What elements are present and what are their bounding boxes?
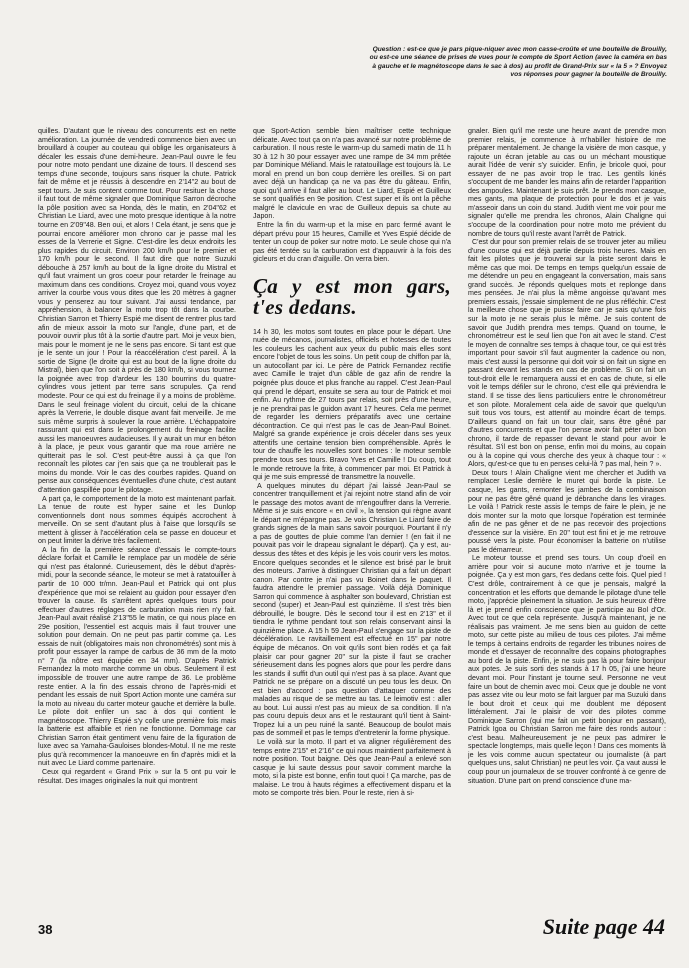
photo-question-caption: Question : est-ce que je pars pique-niquer avec mon casse-croûte et une bouteille de Brouilly, ou est-ce une séance de prises de vues pour le compte de Sport Action (avec la caméra en bas à gauche et le magnétoscope dans le sac à dos) au profit de Grand-Prix sur « la 5 » ? Envoyez vos réponses pour gagner la bouteille de Brouilly. <box>369 46 667 78</box>
continued-on-label: Suite page 44 <box>542 914 665 939</box>
paragraph: Deux tours ! Alain Chaligne vient me chercher et Judith va remplacer Leslie derrière le muret qui borde la piste. Le casque, les gants, remonter les jambes de la combinaison pour ne pas être gêné quand je débranche dans les virages. Le voilà ! Patrick reste assis le temps de faire le plein, je ne dois monter sur la moto que lorsque l'opération est terminée afin de ne pas gêner et de ne pas recevoir des projections d'essence sur la visière. En 20" tout est fini et je me retrouve poussé vers la piste. Pour économiser la batterie on n'utilise pas le démarreur. <box>468 468 666 554</box>
paragraph: 14 h 30, les motos sont toutes en place pour le départ. Une nuée de mécanos, journalistes, officiels et hotesses de toutes les couleurs les cachent aux yeux du public mais elles sont encore l'objet de tous les soins. Un petit coup de chiffon par là, un autocollant par ici. Le père de Patrick Fernandez rectifie avec Camille le trajet d'un câble de gaz afin de rendre la poignée plus douce et plus franche au rappel. C'est Jean-Paul qui prend le départ, ensuite se sera au tour de Patrick et moi enfin. Au rythme de 27 tours par relais, soit près d'une heure, je ne prendrai pas le guidon avant 17 heures. Cela me permet de regarder les derniers préparatifs avec une certaine décontraction. Ce qui n'est pas le cas de Jean-Paul Boinet. Malgré sa grande expérience je crois déceler dans ses yeux attentifs une certaine tension bien compréhensible. Après le tour de chauffe les nouvelles sont bonnes : le moteur semble prendre tous ses tours. Bravo Yves et Camille ! Du coup, tout le monde retrouve la frite, à commencer par moi. Et Patrick à qui je me suis empressé de transmettre la nouvelle. <box>253 327 451 482</box>
paragraph: Le moteur tousse et prend ses tours. Un coup d'oeil en arrière pour voir si aucune moto n'arrive et je tourne la poignée. Ça y est mon gars, t'es dedans cette fois. Quel pied ! C'est drôle, contrairement à ce que je pensais, malgré la concentration et les efforts que demande le pilotage d'une telle moto, j'apprécie pleinement la situation. Je suis heureux d'être là et je prend enfin conscience que je participe au Bol d'Or. Avec tout ce que cela représente. Jusqu'à maintenant, je ne réalisais pas vraiment. Je me sens bien au guidon de cette moto, sur cette piste au milieu de tous ces pilotes. J'ai même le temps à certains endroits de regarder les tribunes noires de monde et d'essayer de reconnaître des copains photographes au bord de la piste. Enfin, je ne suis pas là pour faire bonjour aux potes. Je suis sorti des stands à 17 h 05, j'ai une heure devant moi. Pour l'instant je tourne seul. Personne ne veut faire un bout de chemin avec moi. Ceux que je double ne vont pas assez vite ou leur moto se fait larguer par ma Suzuki dans le bout droit et ceux qui me doublent me déposent littéralement. J'ai le plaisir de voir des pilotes comme Dominique Sarron (qui me fait un petit bonjour en passant), Patrick Igoa ou Christian Sarron me faire des ronds autour : c'est beau. Malheureusement je ne peux pas admirer le spectacle longtemps, mais quelle leçon ! Dans ces moments là je les vois comme aucun spectateur ou journaliste (à part quelques uns, salut Christian) ne peut les voir. Ça vaut aussi le coup pour un journaleux de se trouver confronté à ce genre de situation. D'une part on prend conscience d'une ma- <box>468 554 666 785</box>
paragraph: Ceux qui regardent « Grand Prix » sur la 5 ont pu voir le résultat. Des images originales la nuit qui montrent <box>38 768 236 785</box>
paragraph: Le voilà sur la moto. Il part et va aligner régulièrement des temps entre 2'15" et 2'16" ce qui nous maintient parfaitement à notre position. Tout baigne. Dès que Jean-Paul a enlevé son casque je lui saute dessus pour savoir comment marche la moto, si la piste est bonne, enfin tout quoi ! Ça marche, pas de malaise. Le trou à hauts régimes a effectivement disparu et la moto se comporte très bien. Pour le reste, rien à si- <box>253 738 451 798</box>
article-columns <box>38 127 666 902</box>
paragraph: C'est dur pour son premier relais de se trouver jeter au milieu d'une course qui est déjà partie depuis trois heures. Mais en fait les pilotes que je trouverai sur la piste seront dans le même cas que moi. De temps en temps quelqu'un essaie de me détendre un peu en engageant la conversation, mais sans grand succès. Je réponds quelques mots et replonge dans mes pensées. Je n'ai plus la même angoisse qu'avant mes premiers essais, j'essaie simplement de ne plus réfléchir. C'est la meilleure chose que je puisse faire car je sais qu'une fois sur la moto je ne serais plus le même. Je suis content de savoir que Judith prendra mes temps. Quand on tourne, le chronométreur est le seul lien que l'on ait avec le stand. C'est le moyen de connaître ses temps à chaque tour, ce qui est très important pour savoir s'il faut augmenter la cadence ou non, mais c'est aussi la personne qui doit voir si on fait un signe en passant devant les stands en cas de problème. Si on fait un tout-droit elle le remarquera aussi et en cas de chute, si elle voit le temps défiler sur le chrono, c'est elle qui préviendra le stand. Il se tisse des liens particuliers entre le chronométreur et son pilote. Moralement cela aide de savoir que quelqu'un suit tous vos tours, est attentif au moindre écart de temps. D'ailleurs quand on fait un tour clair, sans être gêné par d'autres concurrents et que l'on pense avoir fait péter un bon chrono, il tarde de repasser devant le stand pour avoir le résultat. S'il est bon on pense, enfin moi du moins, au copain ou à la copine qui vous cherche des yeux à chaque tour : « Alors, qu'est-ce que tu en penses celui-là ? pas mal, hein ? ». <box>468 238 666 469</box>
paragraph: gnaler. Bien qu'il me reste une heure avant de prendre mon premier relais, je commence à m'habiller histoire de me préparer mentalement. Je change la visière de mon casque, y rajoute un écran jetable au cas ou un méchant moustique aurait l'idée de venir s'y suicider. Enfin, je bricole quoi, pour essayer de ne pas avoir trop le trac. Les gentils kinés s'occupent de me bander les mains afin de retarder l'apparition des ampoules. Maintenant je suis prêt. Je prends mon casque, mes gants, ma plaque de protection pour le dos et je vais m'asseoir dans un coin du stand. Judith vient me voir pour me signaler qu'elle me prendra les chronos, Alain Chaligne qui s'occupe de la coordination pour notre moto me prévient du nombre de tours qu'il reste avant l'arrêt de Patrick. <box>468 127 666 238</box>
paragraph: A quelques minutes du départ j'ai laissé Jean-Paul se concentrer tranquillement et j'ai rejoint notre stand afin de voir le passage des motos avant de m'engouffrer dans la Verrerie. Même si je suis encore « en civil », la tension qui règne avant le départ ne m'épargne pas. Je vois Christian Le Liard faire de grands signes de la main sans savoir pourquoi. Pourtant il n'y a pas de gouttes de pluie comme l'an dernier ! (en fait il ne pouvait pas voir le drapeau signalant le départ). Ça y est, au-dessus des têtes et des képis je les vois courir vers les motos. Encore quelques secondes et le silence est brisé par le bruit des moteurs. J'arrive à distinguer Christian qui a fait un départ canon. Par contre je n'ai pas vu Boinet dans le paquet. Il faudra attendre le premier passage. Voilà déjà Dominique Sarron qui commence à asphalter son boulevard, Christian est second (super) et Jean-Paul est quinzième. Il s'est très bien débrouillé, le bougre. Dès le second tour il est en 2'13" et il tiendra le rythme pendant tout son relais conservant ainsi la quinzième place. A 15 h 59 Jean-Paul s'engage sur la piste de décélération. Le ravitaillement est effectué en 15" par notre équipe de mécanos. On voit qu'ils sont bien rodés et ça fait plaisir car pour gagner 20" sur la piste il faut se cracher sérieusement dans les pognes alors que pour les perdre dans les stands il suffit d'un outil qui n'est pas à sa place. Avant que Patrick ne se prépare on a discuté un peu tous les deux. On est bien d'accord : pas question d'attaquer comme des malades au risque de se mettre au tas. Le leimotiv est : aller au bout. Lui aussi n'est pas au mieux de sa condition. Il n'a pas couru depuis deux ans et le restaurant qu'il tient à Saint-Tropez lui a un peu ruiné la santé. Beaucoup de boulot mais pas de sommeil et pas le temps d'entretenir la forme physique. <box>253 481 451 738</box>
paragraph: que Sport-Action semble bien maîtriser cette technique délicate. Avec tout ça on n'a pas avancé sur notre problème de carburation. Il nous reste le warm-up du samedi matin de 11 h 30 à 12 h 30 pour essayer avec une rampe de 34 mm prêtée par Dominique Méliand. Mais le ratatouillage est toujours là. Le moral en prend un bon coup derrière les oreilles. Si on part avec déjà un handicap ça ne va pas être du gâteau. Enfin, quoi qu'il arrive il faut aller au bout. Le Liard, Espié et Guilleux se sont qualifiés en 9e position. C'est super et ils ont la pêche malgré le clavicule en vrac de Guilleux depuis sa chute au Japon. <box>253 127 451 221</box>
article-column-1 <box>38 127 236 902</box>
page-number: 38 <box>38 922 53 937</box>
article-column-2 <box>253 127 451 902</box>
article-column-3 <box>468 127 666 902</box>
section-heading: Ça y est mon gars, t'es dedans. <box>253 273 451 319</box>
paragraph: A la fin de la première séance d'essais le compte-tours déclare forfait et Camille le remplace par un modèle de série qui n'est pas étalonné. Curieusement, dès le début d'après-midi, pour la seconde séance, le moteur se met à ratatouiller à partir de 10 000 tr/mn. Jean-Paul et Patrick qui ont plus d'expérience que moi se relaient au guidon pour essayer d'en trouver la cause. Ils s'arrêtent après quelques tours pour effectuer d'autres réglages de carburation mais rien n'y fait. Jean-Paul avait réalisé 2'13"55 le matin, ce qui nous place en 29e position, l'essentiel est acquis mais il faut trouver une solution pour demain. On ne peut pas partir comme ça. Les essais de nuit (obligatoires mais non chronométrés) sont mis à profit pour essayer la rampe de carbus de 36 mm de la moto n° 7 (la nôtre est équipée en 34 mm). D'après Patrick Fernandez la moto marche comme un obus. Seulement il est impossible de trouver une autre rampe de 36. Le problème reste entier. A la fin des essais chrono de l'après-midi et pendant les essais de nuit Sport Action monte une caméra sur la moto au niveau du carter moteur gauche et derrière la bulle. Le pilote doit enfiler un sac à dos qui contient le magnétoscope. Thierry Espié s'y colle une première fois mais la batterie est affaiblie et rien ne fonctionne. Dommage car Christian Sarron était gentiment venu faire de la figuration de luxe avec sa Yamaha-Gauloises blondes-Motul. Il ne me reste plus qu'à recommencer la manoeuvre en fin d'après midi et la nuit avec Le Liard comme partenaire. <box>38 545 236 768</box>
paragraph: Entre la fin du warm-up et la mise en parc fermé avant le départ prévu pour 15 heures, Camille et Yves Espié décide de tenter un coup de poker sur notre moto. Le seule chose qui n'a pas été tentée su la carburation est d'appauvrir à la fois des gicleurs et du cran d'aiguille. On verra bien. <box>253 221 451 264</box>
paragraph: quilles. D'autant que le niveau des concurrents est en nette amélioration. La journée de vendredi commence bien avec un brouillard à couper au couteau qui oblige les organisateurs à décaler les essais d'une demi-heure. Jean-Paul ouvre le feu pour notre moto pendant une dizaine de tours. Il descend ses temps d'une seconde, toujours sans risquer la chute. Patrick fait de même et je réussis à descendre en 2'14"2 au bout de sept tours. Je suis content comme tout. Pour resituer la chose il faut tout de même signaler que Dominique Sarron décroche la pôle position avec sa Honda, dès le matin, en 2'04"62 et Christian Le Liard, avec une moto presque identique à la notre tourne en 2'09"48. Ben oui, et alors ! Cela étant, je sens que je pourrai encore améliorer mon chrono car je passe mal les esses de la Verrerie et Signe. C'est-dire les deux endroits les plus rapides du circuit. Environ 200 km/h pour le premier et 170 km/h pour le second. Il faut dire que notre Suzuki débouche à 257 km/h au bout de la ligne droite du Mistral et qu'il faut vraiment un gros coeur pour retarder le freinage au maximum dans ces conditions. Croyez moi, quand vous voyez arriver la courbe vous vous dites que les 20 mètres à gagner vous y penserez au tour suivant. J'ai aussi tendance, par appréhension, à balancer la moto trop tôt dans la courbe. Christian Sarron et Thierry Espié me disent de rentrer plus tard afin de mieux assoir la moto sur l'angle, d'une part, et de pouvoir ouvrir plus tôt à la sortie d'autre part. Moi je veux bien, mais pour le moment je ne le sens pas encore. Si tant est que je le sente un jour ! Pour la réaccélération c'est pareil. À la sortie de Signe (le droite qui est au bout de la ligne droite du Mistral), bien que l'on soit à près de 180 km/h, si vous tournez la poignée avec trop d'ardeur les 130 bourrins du quatre-cylindres vous jettent par terre sans scrupules. Ça rend modeste. Pour ce qui est du freinage il y a moins de problème. Dans le seul freinage violent du circuit, celui de la chicane après la Verrerie, le double disque avant fait merveille. Je me suis même surpris à soulever la roue arrière. L'échappatoire rassurant qui est dans le prolongement du freinage facilite aussi les manoeuvres audacieuses. Il y aurait un mur en béton à la place, je peux vous garantir que ma roue arrière ne quitterait pas le sol. C'est peut-être aussi à ça que l'on reconnaît les pilotes car j'en sais que ça ne troublerait pas le moins du monde. Voir le cas des courbes rapides. Quand on pense aux conséquences éventuelles d'une chute, c'est autant d'attention gaspillée pour le pilotage. <box>38 127 236 494</box>
paragraph: A part ça, le comportement de la moto est maintenant parfait. La tenue de route est hyper saine et les Dunlop conventionnels dont nous sommes équipés accrochent à merveille. On se sent d'autant plus à l'aise que lorsqu'ils se mettent à glisser à l'accélération cela se passe en douceur et on peut limiter la dérive très facilement. <box>38 494 236 546</box>
